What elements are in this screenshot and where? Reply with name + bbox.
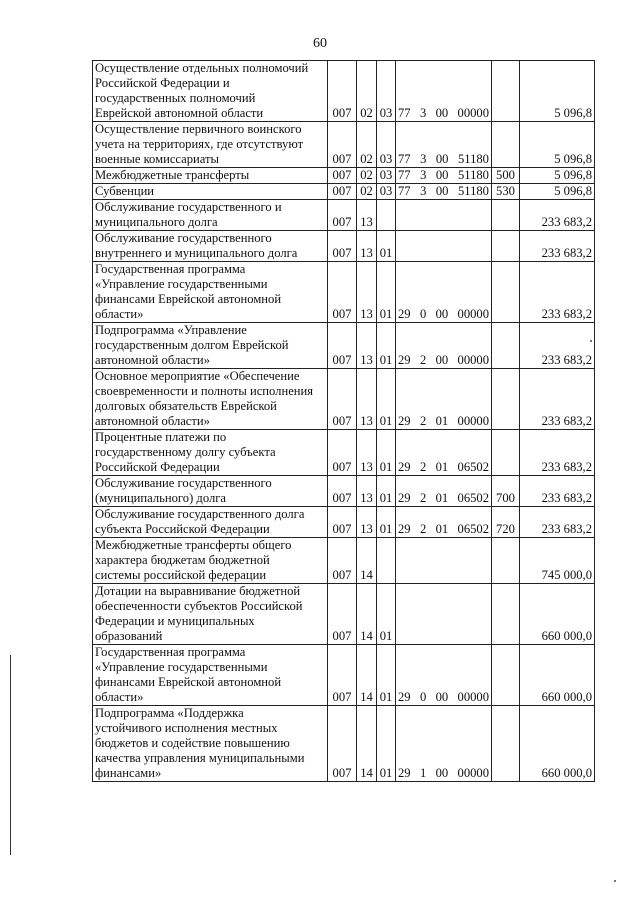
amount-cell: 233 683,2 xyxy=(520,231,595,262)
row-name-line: Осуществление первичного воинского xyxy=(95,122,302,136)
section-code-cell: 02 xyxy=(357,61,377,122)
expense-type-cell xyxy=(492,61,520,122)
expense-type-cell xyxy=(492,706,520,782)
subsection-code-cell: 01 xyxy=(377,369,396,430)
expense-type-cell xyxy=(492,200,520,231)
row-name-line: субъекта Российской Федерации xyxy=(95,522,270,536)
amount-cell: 660 000,0 xyxy=(520,645,595,706)
row-name-line: Основное мероприятие «Обеспечение xyxy=(95,369,300,383)
target-article-part: 3 xyxy=(420,168,427,182)
expense-type-cell xyxy=(492,262,520,323)
row-name-line: Обслуживание государственного долга xyxy=(95,507,305,521)
amount-cell: 233 683,2 xyxy=(520,262,595,323)
ved-code-cell: 007 xyxy=(328,430,357,476)
row-name-line: учета на территориях, где отсутствуют xyxy=(95,137,304,151)
section-code-cell: 14 xyxy=(357,645,377,706)
row-name-line: Подпрограмма «Управление xyxy=(95,323,247,337)
section-code-cell: 13 xyxy=(357,369,377,430)
target-article-part: 3 xyxy=(419,106,427,120)
row-name-line: финансами» xyxy=(95,766,162,780)
target-article-part: 01 xyxy=(435,460,449,474)
target-article-part: 01 xyxy=(435,522,449,536)
target-article-cell xyxy=(396,584,492,645)
section-code-cell: 13 xyxy=(357,200,377,231)
row-name-cell xyxy=(93,122,328,168)
amount-cell: 660 000,0 xyxy=(520,706,595,782)
target-article-part: 3 xyxy=(420,184,427,198)
row-name-line: Межбюджетные трансферты xyxy=(95,168,250,182)
table-row xyxy=(93,369,595,430)
row-name-cell xyxy=(93,61,328,122)
target-article-part: 00 xyxy=(435,307,449,321)
row-name-line: государственному долгу субъекта xyxy=(95,445,276,459)
expense-type-cell xyxy=(492,645,520,706)
row-name-line: Осуществление отдельных полномочий xyxy=(95,61,309,75)
target-article-cell xyxy=(396,323,492,369)
target-article-part: 06502 xyxy=(457,522,489,536)
row-name-line: Еврейской автономной области xyxy=(95,106,264,120)
row-name-line: Обслуживание государственного xyxy=(95,231,272,245)
ved-code-cell: 007 xyxy=(328,200,357,231)
subsection-code-cell xyxy=(377,538,396,584)
target-article-cell xyxy=(396,231,492,262)
row-name-cell xyxy=(93,369,328,430)
target-article-part: 00 xyxy=(435,766,449,780)
row-name-line: государственным долгом Еврейской xyxy=(95,338,289,352)
target-article-part: 2 xyxy=(419,460,427,474)
ved-code-cell: 007 xyxy=(328,584,357,645)
row-name-cell xyxy=(93,538,328,584)
row-name-cell xyxy=(93,323,328,369)
expense-type-cell xyxy=(492,231,520,262)
row-name-line: военные комиссариаты xyxy=(95,152,220,166)
table-row xyxy=(93,262,595,323)
row-name-line: «Управление государственными xyxy=(95,277,268,291)
amount-cell: 233 683,2 xyxy=(520,369,595,430)
ved-code-cell: 007 xyxy=(328,645,357,706)
ved-code-cell: 007 xyxy=(328,323,357,369)
row-name-line: автономной области» xyxy=(95,353,210,367)
row-name-line: характера бюджетам бюджетной xyxy=(95,553,270,567)
ved-code-cell: 007 xyxy=(328,706,357,782)
table-row xyxy=(93,184,595,200)
subsection-code-cell: 03 xyxy=(377,184,396,200)
section-code-cell: 02 xyxy=(357,122,377,168)
amount-cell: 233 683,2 xyxy=(520,507,595,538)
row-name-cell xyxy=(93,184,328,200)
target-article-part: 0 xyxy=(419,690,427,704)
scan-speck xyxy=(590,340,592,342)
ved-code-cell: 007 xyxy=(328,61,357,122)
target-article-part: 77 xyxy=(398,184,411,198)
ved-code-cell: 007 xyxy=(328,168,357,184)
row-name-line: Государственная программа xyxy=(95,262,246,276)
subsection-code-cell: 01 xyxy=(377,476,396,507)
target-article-part: 1 xyxy=(419,766,427,780)
row-name-line: бюджетов и содействие повышению xyxy=(95,736,290,750)
section-code-cell: 13 xyxy=(357,231,377,262)
row-name-cell xyxy=(93,430,328,476)
target-article-part: 00000 xyxy=(457,414,489,428)
expense-type-cell xyxy=(492,122,520,168)
target-article-part: 00 xyxy=(435,106,449,120)
row-name-cell xyxy=(93,231,328,262)
table-row xyxy=(93,584,595,645)
subsection-code-cell: 01 xyxy=(377,323,396,369)
section-code-cell: 13 xyxy=(357,476,377,507)
table-row xyxy=(93,507,595,538)
target-article-part: 3 xyxy=(420,152,427,166)
target-article-part: 00000 xyxy=(457,690,489,704)
row-name-line: Обслуживание государственного xyxy=(95,476,272,490)
table-row xyxy=(93,538,595,584)
section-code-cell: 14 xyxy=(357,584,377,645)
section-code-cell: 14 xyxy=(357,706,377,782)
amount-cell: 233 683,2 xyxy=(520,476,595,507)
row-name-line: обеспеченности субъектов Российской xyxy=(95,599,303,613)
budget-table-body xyxy=(93,61,595,782)
row-name-line: Межбюджетные трансферты общего xyxy=(95,538,292,552)
subsection-code-cell: 01 xyxy=(377,706,396,782)
row-name-line: долговых обязательств Еврейской xyxy=(95,399,277,413)
subsection-code-cell: 01 xyxy=(377,507,396,538)
row-name-line: «Управление государственными xyxy=(95,660,268,674)
subsection-code-cell: 01 xyxy=(377,584,396,645)
section-code-cell: 13 xyxy=(357,262,377,323)
target-article-part: 2 xyxy=(419,522,427,536)
row-name-line: образований xyxy=(95,629,163,643)
section-code-cell: 13 xyxy=(357,323,377,369)
amount-cell: 5 096,8 xyxy=(520,184,595,200)
row-name-cell xyxy=(93,262,328,323)
row-name-line: системы российской федерации xyxy=(95,568,267,582)
subsection-code-cell: 01 xyxy=(377,430,396,476)
table-row xyxy=(93,476,595,507)
target-article-part: 77 xyxy=(398,106,411,120)
section-code-cell: 02 xyxy=(357,184,377,200)
amount-cell: 5 096,8 xyxy=(520,168,595,184)
row-name-line: своевременности и полноты исполнения xyxy=(95,384,314,398)
section-code-cell: 13 xyxy=(357,507,377,538)
row-name-line: Подпрограмма «Поддержка xyxy=(95,706,244,720)
target-article-cell xyxy=(396,200,492,231)
expense-type-cell: 700 xyxy=(492,476,520,507)
row-name-line: финансами Еврейской автономной xyxy=(95,675,282,689)
amount-cell: 745 000,0 xyxy=(520,538,595,584)
row-name-line: области» xyxy=(95,690,144,704)
target-article-part: 29 xyxy=(398,491,411,505)
target-article-cell xyxy=(396,645,492,706)
target-article-cell xyxy=(396,430,492,476)
target-article-part: 2 xyxy=(419,353,427,367)
table-row xyxy=(93,706,595,782)
page-number: 60 xyxy=(313,36,327,51)
row-name-line: Российской Федерации и xyxy=(95,76,230,90)
target-article-cell xyxy=(396,61,492,122)
target-article-part: 00000 xyxy=(457,307,489,321)
amount-cell: 660 000,0 xyxy=(520,584,595,645)
row-name-line: Федерации и муниципальных xyxy=(95,614,255,628)
row-name-line: (муниципального) долга xyxy=(95,491,226,505)
table-row xyxy=(93,200,595,231)
target-article-part: 01 xyxy=(435,491,449,505)
amount-cell: 5 096,8 xyxy=(520,122,595,168)
ved-code-cell: 007 xyxy=(328,231,357,262)
row-name-line: Обслуживание государственного и xyxy=(95,200,282,214)
ved-code-cell: 007 xyxy=(328,507,357,538)
row-name-line: Процентные платежи по xyxy=(95,430,227,444)
ved-code-cell: 007 xyxy=(328,262,357,323)
table-row xyxy=(93,645,595,706)
target-article-part: 00 xyxy=(435,353,449,367)
target-article-part: 29 xyxy=(398,307,411,321)
target-article-part: 00 xyxy=(435,168,449,182)
row-name-line: Дотации на выравнивание бюджетной xyxy=(95,584,301,598)
row-name-line: устойчивого исполнения местных xyxy=(95,721,278,735)
target-article-cell xyxy=(396,168,492,184)
table-row xyxy=(93,122,595,168)
row-name-line: области» xyxy=(95,307,144,321)
subsection-code-cell: 01 xyxy=(377,231,396,262)
table-row xyxy=(93,61,595,122)
section-code-cell: 13 xyxy=(357,430,377,476)
target-article-part: 00 xyxy=(435,184,449,198)
subsection-code-cell: 03 xyxy=(377,168,396,184)
subsection-code-cell: 03 xyxy=(377,61,396,122)
row-name-cell xyxy=(93,706,328,782)
expense-type-cell: 500 xyxy=(492,168,520,184)
target-article-cell xyxy=(396,507,492,538)
target-article-part: 51180 xyxy=(457,168,489,182)
target-article-part: 01 xyxy=(435,414,449,428)
subsection-code-cell: 03 xyxy=(377,122,396,168)
subsection-code-cell: 01 xyxy=(377,262,396,323)
table-row xyxy=(93,430,595,476)
target-article-cell xyxy=(396,184,492,200)
amount-cell: 233 683,2 xyxy=(520,200,595,231)
ved-code-cell: 007 xyxy=(328,369,357,430)
ved-code-cell: 007 xyxy=(328,476,357,507)
target-article-cell xyxy=(396,262,492,323)
row-name-line: внутреннего и муниципального долга xyxy=(95,246,298,260)
target-article-part: 29 xyxy=(398,353,411,367)
row-name-line: качества управления муниципальными xyxy=(95,751,305,765)
target-article-part: 29 xyxy=(398,414,411,428)
row-name-cell xyxy=(93,645,328,706)
target-article-cell xyxy=(396,706,492,782)
row-name-cell xyxy=(93,168,328,184)
row-name-line: Российской Федерации xyxy=(95,460,220,474)
budget-table xyxy=(92,60,595,782)
row-name-line: Субвенции xyxy=(95,184,155,198)
row-name-cell xyxy=(93,584,328,645)
section-code-cell: 02 xyxy=(357,168,377,184)
section-code-cell: 14 xyxy=(357,538,377,584)
margin-line xyxy=(10,655,11,855)
target-article-part: 06502 xyxy=(457,491,489,505)
ved-code-cell: 007 xyxy=(328,122,357,168)
scan-speck xyxy=(614,880,616,882)
target-article-part: 00000 xyxy=(457,106,489,120)
target-article-part: 00000 xyxy=(457,766,489,780)
expense-type-cell: 720 xyxy=(492,507,520,538)
table-row xyxy=(93,323,595,369)
target-article-part: 51180 xyxy=(457,184,489,198)
target-article-part: 00000 xyxy=(457,353,489,367)
target-article-part: 29 xyxy=(398,690,411,704)
target-article-part: 2 xyxy=(419,491,427,505)
target-article-part: 29 xyxy=(398,460,411,474)
row-name-cell xyxy=(93,507,328,538)
row-name-line: муниципального долга xyxy=(95,215,218,229)
amount-cell: 5 096,8 xyxy=(520,61,595,122)
expense-type-cell xyxy=(492,584,520,645)
row-name-cell xyxy=(93,200,328,231)
expense-type-cell xyxy=(492,430,520,476)
row-name-line: финансами Еврейской автономной xyxy=(95,292,282,306)
target-article-part: 77 xyxy=(398,168,411,182)
target-article-part: 2 xyxy=(419,414,427,428)
target-article-cell xyxy=(396,538,492,584)
target-article-cell xyxy=(396,476,492,507)
row-name-cell xyxy=(93,476,328,507)
target-article-part: 29 xyxy=(398,766,411,780)
table-row xyxy=(93,231,595,262)
target-article-cell xyxy=(396,122,492,168)
target-article-part: 77 xyxy=(398,152,411,166)
amount-cell: 233 683,2 xyxy=(520,430,595,476)
target-article-part: 06502 xyxy=(457,460,489,474)
row-name-line: Государственная программа xyxy=(95,645,246,659)
target-article-part: 51180 xyxy=(457,152,489,166)
row-name-line: государственных полномочий xyxy=(95,91,256,105)
expense-type-cell xyxy=(492,323,520,369)
target-article-part: 0 xyxy=(419,307,427,321)
target-article-part: 29 xyxy=(398,522,411,536)
subsection-code-cell: 01 xyxy=(377,645,396,706)
row-name-line: автономной области» xyxy=(95,414,210,428)
ved-code-cell: 007 xyxy=(328,184,357,200)
expense-type-cell xyxy=(492,538,520,584)
target-article-part: 00 xyxy=(435,152,449,166)
expense-type-cell xyxy=(492,369,520,430)
subsection-code-cell xyxy=(377,200,396,231)
target-article-cell xyxy=(396,369,492,430)
ved-code-cell: 007 xyxy=(328,538,357,584)
table-row xyxy=(93,168,595,184)
expense-type-cell: 530 xyxy=(492,184,520,200)
target-article-part: 00 xyxy=(435,690,449,704)
amount-cell: 233 683,2 xyxy=(520,323,595,369)
